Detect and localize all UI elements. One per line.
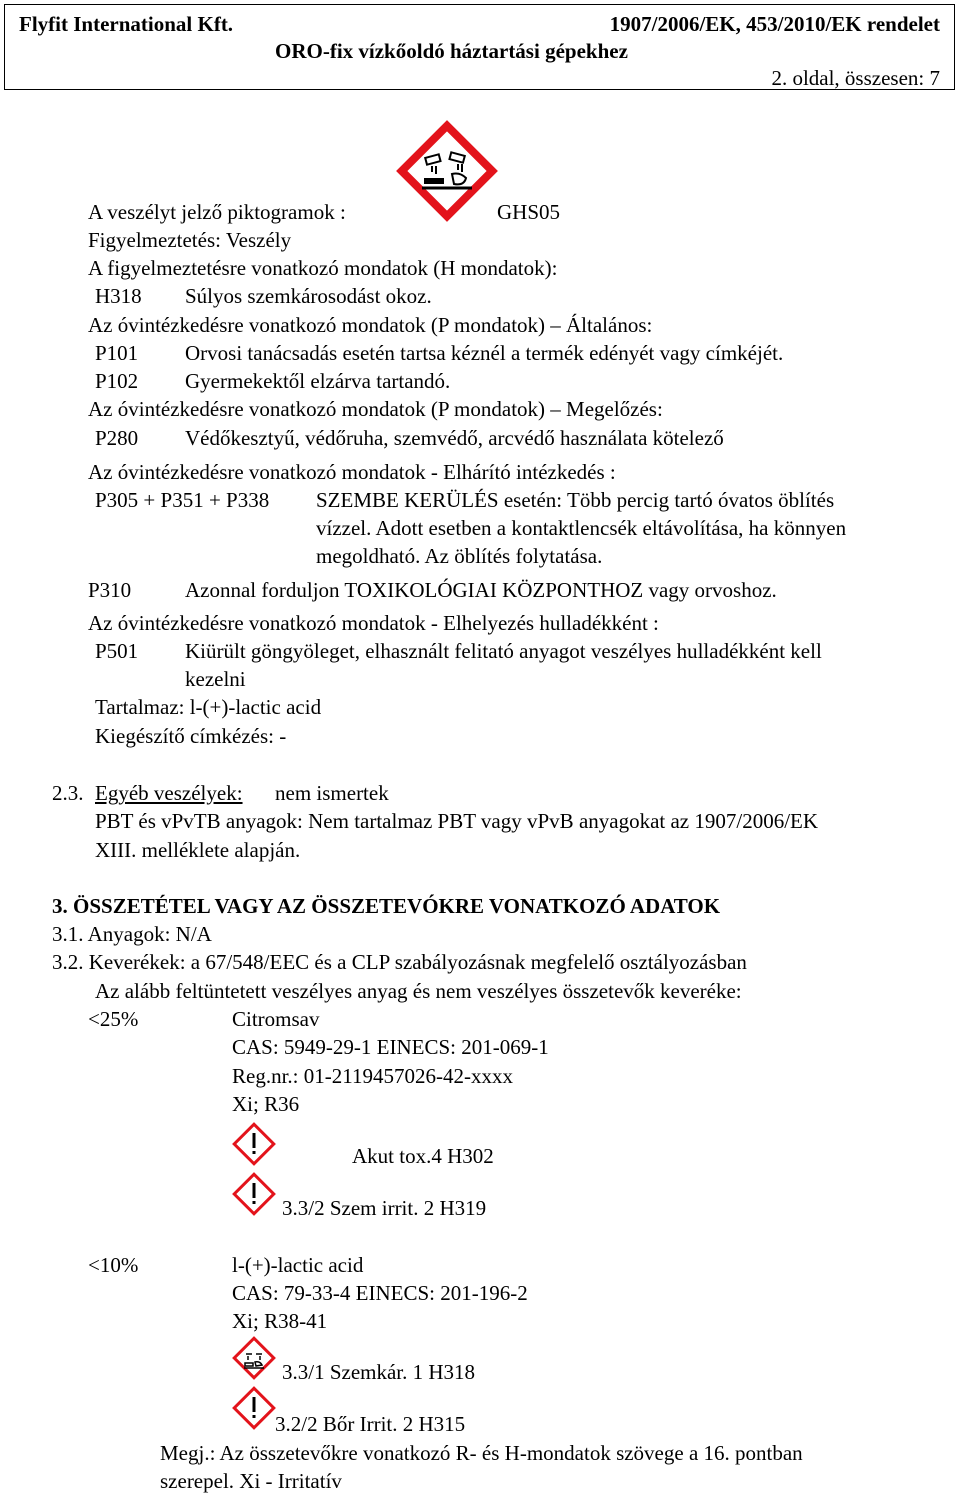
p305-text-line1: SZEMBE KERÜLÉS esetén: Több percig tartó óvatos öblítés bbox=[316, 488, 835, 512]
p310-text: Azonnal forduljon TOXIKOLÓGIAI KÖZPONTHOZ vagy orvoshoz. bbox=[185, 578, 777, 602]
p-prevention-heading: Az óvintézkedésre vonatkozó mondatok (P mondatok) – Megelőzés: bbox=[88, 397, 663, 421]
page-number: 2. oldal, összesen: 7 bbox=[771, 66, 940, 90]
p102-text: Gyermekektől elzárva tartandó. bbox=[185, 369, 451, 393]
component-2-clp1: 3.3/1 Szemkár. 1 H318 bbox=[282, 1360, 476, 1384]
regulation-reference: 1907/2006/EK, 453/2010/EK rendelet bbox=[609, 12, 940, 36]
p-disposal-heading: Az óvintézkedésre vonatkozó mondatok - Elhelyezés hulladékként : bbox=[88, 611, 659, 635]
p501-text-line2: kezelni bbox=[185, 667, 246, 691]
note-line2: szerepel. Xi - Irritatív bbox=[160, 1469, 342, 1493]
h-statements-heading: A figyelmeztetésre vonatkozó mondatok (H mondatok): bbox=[88, 256, 558, 280]
company-name: Flyfit International Kft. bbox=[19, 12, 234, 36]
product-name: ORO-fix vízkőoldó háztartási gépekhez bbox=[275, 39, 628, 63]
signal-word: Figyelmeztetés: Veszély bbox=[88, 228, 292, 252]
pbt-line2: XIII. melléklete alapján. bbox=[95, 838, 301, 862]
p280-text: Védőkesztyű, védőruha, szemvédő, arcvédő használata kötelező bbox=[185, 426, 724, 450]
p280-code: P280 bbox=[95, 426, 139, 450]
section-2-3-label: Egyéb veszélyek: bbox=[95, 781, 243, 805]
p501-text-line1: Kiürült göngyöleget, elhasznált felitató anyagot veszélyes hulladékként kell bbox=[185, 639, 822, 663]
p305-text-line3: megoldható. Az öblítés folytatása. bbox=[316, 544, 603, 568]
p310-code: P310 bbox=[88, 578, 132, 602]
p102-code: P102 bbox=[95, 369, 139, 393]
section-3-2: 3.2. Keverékek: a 67/548/EEC és a CLP szabályozásnak megfelelő osztályozásban bbox=[52, 950, 747, 974]
p305-text-line2: vízzel. Adott esetben a kontaktlencsék eltávolítása, ha könnyen bbox=[316, 516, 847, 540]
component-1-percent: <25% bbox=[88, 1007, 139, 1031]
corrosion-pictogram-icon bbox=[396, 120, 498, 222]
corrosion-pictogram-icon bbox=[232, 1336, 276, 1380]
component-2-cas: CAS: 79-33-4 EINECS: 201-196-2 bbox=[232, 1281, 528, 1305]
exclamation-pictogram-icon bbox=[232, 1172, 276, 1216]
component-2-name: l-(+)-lactic acid bbox=[232, 1253, 364, 1277]
section-3-2-sub: Az alább feltüntetett veszélyes anyag és nem veszélyes összetevők keveréke: bbox=[95, 979, 742, 1003]
document-header bbox=[4, 4, 955, 90]
component-1-clp2: 3.3/2 Szem irrit. 2 H319 bbox=[282, 1196, 487, 1220]
pictogram-code: GHS05 bbox=[497, 200, 561, 224]
component-2-clp2: 3.2/2 Bőr Irrit. 2 H315 bbox=[275, 1412, 466, 1436]
section-3-1: 3.1. Anyagok: N/A bbox=[52, 922, 212, 946]
p101-code: P101 bbox=[95, 341, 139, 365]
exclamation-pictogram-icon bbox=[232, 1122, 276, 1166]
p-response-heading: Az óvintézkedésre vonatkozó mondatok - Elhárító intézkedés : bbox=[88, 460, 616, 484]
section-2-3-number: 2.3. bbox=[52, 781, 84, 805]
p-general-heading: Az óvintézkedésre vonatkozó mondatok (P mondatok) – Általános: bbox=[88, 313, 653, 337]
component-1-name: Citromsav bbox=[232, 1007, 320, 1031]
section-3-title: 3. ÖSSZETÉTEL VAGY AZ ÖSSZETEVÓKRE VONATKOZÓ ADATOK bbox=[52, 894, 721, 918]
component-1-class: Xi; R36 bbox=[232, 1092, 300, 1116]
component-1-clp1: Akut tox.4 H302 bbox=[352, 1144, 494, 1168]
exclamation-pictogram-icon bbox=[232, 1386, 276, 1430]
section-2-3-value: nem ismertek bbox=[275, 781, 389, 805]
component-1-reg: Reg.nr.: 01-2119457026-42-xxxx bbox=[232, 1064, 513, 1088]
note-line1: Megj.: Az összetevőkre vonatkozó R- és H-mondatok szövege a 16. pontban bbox=[160, 1441, 803, 1465]
h318-text: Súlyos szemkárosodást okoz. bbox=[185, 284, 432, 308]
pictogram-label: A veszélyt jelző piktogramok : bbox=[88, 200, 346, 224]
h318-code: H318 bbox=[95, 284, 142, 308]
p305-code: P305 + P351 + P338 bbox=[95, 488, 270, 512]
pbt-line1: PBT és vPvTB anyagok: Nem tartalmaz PBT vagy vPvB anyagokat az 1907/2006/EK bbox=[95, 809, 819, 833]
contains-line: Tartalmaz: l-(+)-lactic acid bbox=[95, 695, 322, 719]
supplementary-labeling: Kiegészítő címkézés: - bbox=[95, 724, 287, 748]
component-2-percent: <10% bbox=[88, 1253, 139, 1277]
p101-text: Orvosi tanácsadás esetén tartsa kéznél a termék edényét vagy címkéjét. bbox=[185, 341, 784, 365]
component-2-class: Xi; R38-41 bbox=[232, 1309, 328, 1333]
p501-code: P501 bbox=[95, 639, 139, 663]
component-1-cas: CAS: 5949-29-1 EINECS: 201-069-1 bbox=[232, 1035, 549, 1059]
